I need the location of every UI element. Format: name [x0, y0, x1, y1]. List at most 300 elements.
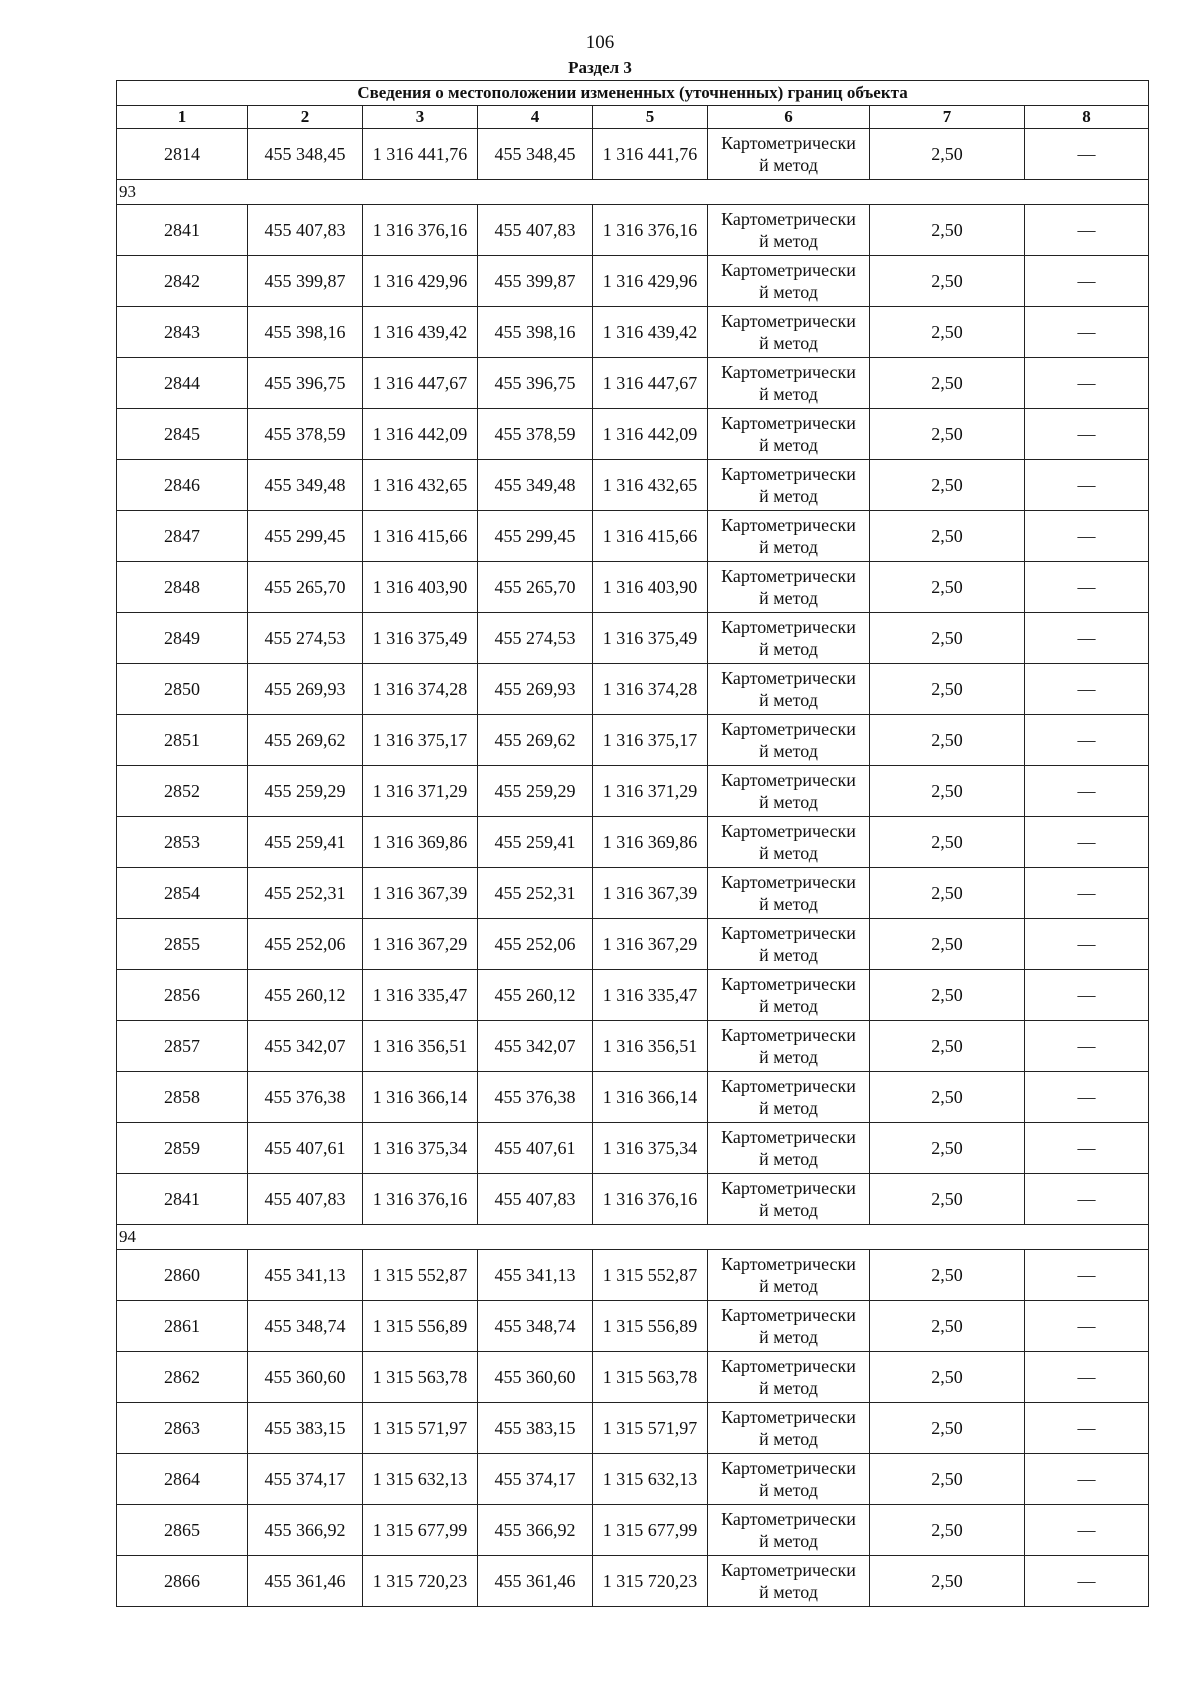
method-line-1: Картометрически — [721, 1076, 856, 1096]
table-row — [117, 613, 1149, 664]
y-new-cell: 1 316 371,29 — [593, 766, 708, 817]
table-row — [117, 715, 1149, 766]
method-line-1: Картометрически — [721, 923, 856, 943]
section-title: Раздел 3 — [568, 58, 632, 77]
description-cell: — — [1025, 613, 1149, 664]
method-cell — [708, 256, 870, 307]
y-existing-cell: 1 316 447,67 — [363, 358, 478, 409]
y-existing-cell: 1 316 367,29 — [363, 919, 478, 970]
accuracy-cell: 2,50 — [870, 256, 1025, 307]
description-cell: — — [1025, 562, 1149, 613]
y-existing-cell: 1 316 369,86 — [363, 817, 478, 868]
x-existing-cell: 455 252,06 — [248, 919, 363, 970]
x-new-cell: 455 348,45 — [478, 129, 593, 180]
x-new-cell: 455 399,87 — [478, 256, 593, 307]
y-existing-cell: 1 316 371,29 — [363, 766, 478, 817]
point-number-cell: 2862 — [117, 1352, 248, 1403]
column-number-row — [117, 106, 1149, 129]
table-row — [117, 358, 1149, 409]
x-existing-cell: 455 398,16 — [248, 307, 363, 358]
accuracy-cell: 2,50 — [870, 613, 1025, 664]
method-cell — [708, 129, 870, 180]
x-existing-cell: 455 374,17 — [248, 1454, 363, 1505]
table-body — [117, 129, 1149, 1607]
method-line-2: й метод — [759, 1480, 818, 1500]
x-existing-cell: 455 299,45 — [248, 511, 363, 562]
x-existing-cell: 455 383,15 — [248, 1403, 363, 1454]
accuracy-cell: 2,50 — [870, 817, 1025, 868]
method-line-1: Картометрически — [721, 1560, 856, 1580]
accuracy-cell: 2,50 — [870, 1174, 1025, 1225]
y-new-cell: 1 316 447,67 — [593, 358, 708, 409]
method-line-1: Картометрически — [721, 1305, 856, 1325]
x-existing-cell: 455 348,74 — [248, 1301, 363, 1352]
x-existing-cell: 455 259,41 — [248, 817, 363, 868]
method-line-2: й метод — [759, 996, 818, 1016]
accuracy-cell: 2,50 — [870, 1072, 1025, 1123]
point-number-cell: 2858 — [117, 1072, 248, 1123]
y-new-cell: 1 316 374,28 — [593, 664, 708, 715]
y-new-cell: 1 316 367,29 — [593, 919, 708, 970]
description-cell: — — [1025, 1250, 1149, 1301]
method-cell — [708, 613, 870, 664]
method-line-1: Картометрически — [721, 464, 856, 484]
accuracy-cell: 2,50 — [870, 970, 1025, 1021]
method-line-2: й метод — [759, 639, 818, 659]
table-row — [117, 205, 1149, 256]
column-number: 6 — [708, 106, 870, 129]
point-number-cell: 2846 — [117, 460, 248, 511]
method-line-1: Картометрически — [721, 1254, 856, 1274]
y-new-cell: 1 315 552,87 — [593, 1250, 708, 1301]
y-new-cell: 1 316 439,42 — [593, 307, 708, 358]
accuracy-cell: 2,50 — [870, 205, 1025, 256]
method-line-2: й метод — [759, 1149, 818, 1169]
y-new-cell: 1 315 720,23 — [593, 1556, 708, 1607]
method-line-2: й метод — [759, 894, 818, 914]
y-existing-cell: 1 315 563,78 — [363, 1352, 478, 1403]
point-number-cell: 2854 — [117, 868, 248, 919]
y-existing-cell: 1 315 571,97 — [363, 1403, 478, 1454]
y-existing-cell: 1 316 415,66 — [363, 511, 478, 562]
x-existing-cell: 455 348,45 — [248, 129, 363, 180]
x-existing-cell: 455 265,70 — [248, 562, 363, 613]
y-existing-cell: 1 316 376,16 — [363, 1174, 478, 1225]
y-new-cell: 1 316 415,66 — [593, 511, 708, 562]
description-cell: — — [1025, 129, 1149, 180]
description-cell: — — [1025, 868, 1149, 919]
x-new-cell: 455 407,61 — [478, 1123, 593, 1174]
description-cell: — — [1025, 1352, 1149, 1403]
x-new-cell: 455 260,12 — [478, 970, 593, 1021]
column-number: 2 — [248, 106, 363, 129]
method-line-2: й метод — [759, 792, 818, 812]
x-new-cell: 455 252,06 — [478, 919, 593, 970]
accuracy-cell: 2,50 — [870, 664, 1025, 715]
method-line-1: Картометрически — [721, 209, 856, 229]
x-new-cell: 455 378,59 — [478, 409, 593, 460]
x-existing-cell: 455 259,29 — [248, 766, 363, 817]
description-cell: — — [1025, 715, 1149, 766]
x-existing-cell: 455 407,61 — [248, 1123, 363, 1174]
method-line-2: й метод — [759, 1200, 818, 1220]
method-line-1: Картометрически — [721, 821, 856, 841]
y-existing-cell: 1 316 375,49 — [363, 613, 478, 664]
method-cell — [708, 1301, 870, 1352]
method-cell — [708, 817, 870, 868]
x-new-cell: 455 265,70 — [478, 562, 593, 613]
x-existing-cell: 455 396,75 — [248, 358, 363, 409]
description-cell: — — [1025, 664, 1149, 715]
method-cell — [708, 409, 870, 460]
method-line-2: й метод — [759, 1582, 818, 1602]
method-line-1: Картометрически — [721, 515, 856, 535]
description-cell: — — [1025, 766, 1149, 817]
point-number-cell: 2848 — [117, 562, 248, 613]
method-cell — [708, 205, 870, 256]
method-cell — [708, 460, 870, 511]
method-line-2: й метод — [759, 1531, 818, 1551]
method-line-2: й метод — [759, 1429, 818, 1449]
accuracy-cell: 2,50 — [870, 919, 1025, 970]
x-new-cell: 455 342,07 — [478, 1021, 593, 1072]
point-number-cell: 2855 — [117, 919, 248, 970]
method-cell — [708, 562, 870, 613]
method-cell — [708, 664, 870, 715]
method-line-1: Картометрически — [721, 133, 856, 153]
point-number-cell: 2857 — [117, 1021, 248, 1072]
y-new-cell: 1 316 441,76 — [593, 129, 708, 180]
y-new-cell: 1 316 356,51 — [593, 1021, 708, 1072]
description-cell: — — [1025, 1174, 1149, 1225]
table-row — [117, 307, 1149, 358]
accuracy-cell: 2,50 — [870, 1123, 1025, 1174]
x-existing-cell: 455 407,83 — [248, 205, 363, 256]
x-existing-cell: 455 260,12 — [248, 970, 363, 1021]
method-line-1: Картометрически — [721, 1178, 856, 1198]
x-existing-cell: 455 269,62 — [248, 715, 363, 766]
point-number-cell: 2841 — [117, 1174, 248, 1225]
x-new-cell: 455 398,16 — [478, 307, 593, 358]
method-line-1: Картометрически — [721, 413, 856, 433]
description-cell: — — [1025, 1454, 1149, 1505]
method-cell — [708, 1072, 870, 1123]
x-existing-cell: 455 360,60 — [248, 1352, 363, 1403]
accuracy-cell: 2,50 — [870, 868, 1025, 919]
point-number-cell: 2856 — [117, 970, 248, 1021]
y-existing-cell: 1 315 720,23 — [363, 1556, 478, 1607]
y-existing-cell: 1 315 552,87 — [363, 1250, 478, 1301]
x-new-cell: 455 269,93 — [478, 664, 593, 715]
method-cell — [708, 511, 870, 562]
method-cell — [708, 1021, 870, 1072]
method-line-2: й метод — [759, 741, 818, 761]
description-cell: — — [1025, 919, 1149, 970]
description-cell: — — [1025, 1123, 1149, 1174]
y-existing-cell: 1 315 632,13 — [363, 1454, 478, 1505]
method-cell — [708, 919, 870, 970]
method-cell — [708, 868, 870, 919]
y-new-cell: 1 316 375,17 — [593, 715, 708, 766]
method-cell — [708, 1250, 870, 1301]
table-row — [117, 409, 1149, 460]
group-label: 93 — [117, 180, 1149, 205]
group-row — [117, 180, 1149, 205]
column-number: 4 — [478, 106, 593, 129]
group-label: 94 — [117, 1225, 1149, 1250]
table-row — [117, 562, 1149, 613]
method-cell — [708, 1454, 870, 1505]
y-existing-cell: 1 316 374,28 — [363, 664, 478, 715]
column-number: 3 — [363, 106, 478, 129]
x-new-cell: 455 259,29 — [478, 766, 593, 817]
description-cell: — — [1025, 256, 1149, 307]
accuracy-cell: 2,50 — [870, 129, 1025, 180]
accuracy-cell: 2,50 — [870, 358, 1025, 409]
point-number-cell: 2866 — [117, 1556, 248, 1607]
accuracy-cell: 2,50 — [870, 511, 1025, 562]
description-cell: — — [1025, 358, 1149, 409]
table-row — [117, 766, 1149, 817]
y-new-cell: 1 315 563,78 — [593, 1352, 708, 1403]
table-row — [117, 1352, 1149, 1403]
x-existing-cell: 455 366,92 — [248, 1505, 363, 1556]
y-existing-cell: 1 316 356,51 — [363, 1021, 478, 1072]
accuracy-cell: 2,50 — [870, 1454, 1025, 1505]
method-line-1: Картометрически — [721, 260, 856, 280]
point-number-cell: 2863 — [117, 1403, 248, 1454]
accuracy-cell: 2,50 — [870, 1250, 1025, 1301]
y-existing-cell: 1 316 367,39 — [363, 868, 478, 919]
x-new-cell: 455 349,48 — [478, 460, 593, 511]
method-line-1: Картометрически — [721, 872, 856, 892]
x-new-cell: 455 366,92 — [478, 1505, 593, 1556]
y-existing-cell: 1 316 335,47 — [363, 970, 478, 1021]
y-existing-cell: 1 316 375,17 — [363, 715, 478, 766]
method-line-2: й метод — [759, 384, 818, 404]
accuracy-cell: 2,50 — [870, 1301, 1025, 1352]
method-line-1: Картометрически — [721, 311, 856, 331]
y-existing-cell: 1 316 439,42 — [363, 307, 478, 358]
x-existing-cell: 455 378,59 — [248, 409, 363, 460]
y-existing-cell: 1 316 375,34 — [363, 1123, 478, 1174]
x-new-cell: 455 341,13 — [478, 1250, 593, 1301]
description-cell: — — [1025, 511, 1149, 562]
y-existing-cell: 1 315 677,99 — [363, 1505, 478, 1556]
description-cell: — — [1025, 205, 1149, 256]
table-row — [117, 1174, 1149, 1225]
x-existing-cell: 455 349,48 — [248, 460, 363, 511]
table-row — [117, 868, 1149, 919]
x-new-cell: 455 274,53 — [478, 613, 593, 664]
method-cell — [708, 1174, 870, 1225]
method-cell — [708, 1505, 870, 1556]
y-existing-cell: 1 316 441,76 — [363, 129, 478, 180]
method-line-1: Картометрически — [721, 974, 856, 994]
y-new-cell: 1 315 556,89 — [593, 1301, 708, 1352]
table-row — [117, 1301, 1149, 1352]
method-line-2: й метод — [759, 1276, 818, 1296]
point-number-cell: 2850 — [117, 664, 248, 715]
y-existing-cell: 1 316 403,90 — [363, 562, 478, 613]
method-line-2: й метод — [759, 690, 818, 710]
description-cell: — — [1025, 1301, 1149, 1352]
table-row — [117, 1454, 1149, 1505]
y-new-cell: 1 315 571,97 — [593, 1403, 708, 1454]
x-new-cell: 455 348,74 — [478, 1301, 593, 1352]
x-new-cell: 455 376,38 — [478, 1072, 593, 1123]
point-number-cell: 2841 — [117, 205, 248, 256]
method-cell — [708, 1123, 870, 1174]
y-existing-cell: 1 316 376,16 — [363, 205, 478, 256]
table-row — [117, 1556, 1149, 1607]
y-new-cell: 1 316 376,16 — [593, 205, 708, 256]
method-line-1: Картометрически — [721, 1407, 856, 1427]
method-cell — [708, 1403, 870, 1454]
x-new-cell: 455 374,17 — [478, 1454, 593, 1505]
table-row — [117, 511, 1149, 562]
point-number-cell: 2814 — [117, 129, 248, 180]
table-row — [117, 1123, 1149, 1174]
method-cell — [708, 1556, 870, 1607]
y-new-cell: 1 316 432,65 — [593, 460, 708, 511]
accuracy-cell: 2,50 — [870, 1352, 1025, 1403]
point-number-cell: 2853 — [117, 817, 248, 868]
point-number-cell: 2851 — [117, 715, 248, 766]
method-cell — [708, 766, 870, 817]
point-number-cell: 2861 — [117, 1301, 248, 1352]
method-line-2: й метод — [759, 588, 818, 608]
y-new-cell: 1 316 335,47 — [593, 970, 708, 1021]
accuracy-cell: 2,50 — [870, 460, 1025, 511]
method-cell — [708, 307, 870, 358]
y-existing-cell: 1 316 366,14 — [363, 1072, 478, 1123]
point-number-cell: 2842 — [117, 256, 248, 307]
column-number: 8 — [1025, 106, 1149, 129]
method-line-2: й метод — [759, 155, 818, 175]
table-caption: Сведения о местоположении измененных (уточненных) границ объекта — [117, 81, 1149, 106]
method-cell — [708, 970, 870, 1021]
accuracy-cell: 2,50 — [870, 1505, 1025, 1556]
point-number-cell: 2849 — [117, 613, 248, 664]
method-line-1: Картометрически — [721, 617, 856, 637]
y-new-cell: 1 316 403,90 — [593, 562, 708, 613]
description-cell: — — [1025, 1021, 1149, 1072]
column-number: 7 — [870, 106, 1025, 129]
table-row — [117, 919, 1149, 970]
y-new-cell: 1 315 632,13 — [593, 1454, 708, 1505]
table-row — [117, 256, 1149, 307]
x-new-cell: 455 361,46 — [478, 1556, 593, 1607]
method-line-1: Картометрически — [721, 1356, 856, 1376]
method-line-1: Картометрически — [721, 719, 856, 739]
method-line-2: й метод — [759, 1327, 818, 1347]
method-line-2: й метод — [759, 1098, 818, 1118]
accuracy-cell: 2,50 — [870, 766, 1025, 817]
description-cell: — — [1025, 1505, 1149, 1556]
x-new-cell: 455 396,75 — [478, 358, 593, 409]
method-line-2: й метод — [759, 1047, 818, 1067]
table-row — [117, 1250, 1149, 1301]
y-new-cell: 1 316 375,34 — [593, 1123, 708, 1174]
table-row — [117, 664, 1149, 715]
accuracy-cell: 2,50 — [870, 307, 1025, 358]
description-cell: — — [1025, 409, 1149, 460]
y-new-cell: 1 316 369,86 — [593, 817, 708, 868]
method-cell — [708, 1352, 870, 1403]
point-number-cell: 2864 — [117, 1454, 248, 1505]
y-new-cell: 1 316 367,39 — [593, 868, 708, 919]
point-number-cell: 2847 — [117, 511, 248, 562]
x-existing-cell: 455 274,53 — [248, 613, 363, 664]
y-new-cell: 1 316 375,49 — [593, 613, 708, 664]
y-new-cell: 1 316 442,09 — [593, 409, 708, 460]
x-new-cell: 455 407,83 — [478, 1174, 593, 1225]
x-existing-cell: 455 376,38 — [248, 1072, 363, 1123]
y-new-cell: 1 316 376,16 — [593, 1174, 708, 1225]
table-row — [117, 1072, 1149, 1123]
column-number: 5 — [593, 106, 708, 129]
column-number: 1 — [117, 106, 248, 129]
table-row — [117, 1021, 1149, 1072]
x-existing-cell: 455 341,13 — [248, 1250, 363, 1301]
method-line-2: й метод — [759, 843, 818, 863]
method-line-2: й метод — [759, 435, 818, 455]
x-new-cell: 455 259,41 — [478, 817, 593, 868]
point-number-cell: 2865 — [117, 1505, 248, 1556]
page-number: 106 — [585, 32, 615, 53]
table-row — [117, 970, 1149, 1021]
method-line-2: й метод — [759, 282, 818, 302]
table-row — [117, 1505, 1149, 1556]
accuracy-cell: 2,50 — [870, 1556, 1025, 1607]
table-row — [117, 817, 1149, 868]
description-cell: — — [1025, 460, 1149, 511]
method-line-2: й метод — [759, 537, 818, 557]
y-new-cell: 1 316 429,96 — [593, 256, 708, 307]
method-line-1: Картометрически — [721, 1458, 856, 1478]
x-existing-cell: 455 399,87 — [248, 256, 363, 307]
x-existing-cell: 455 252,31 — [248, 868, 363, 919]
method-line-2: й метод — [759, 333, 818, 353]
method-line-1: Картометрически — [721, 566, 856, 586]
y-existing-cell: 1 316 442,09 — [363, 409, 478, 460]
accuracy-cell: 2,50 — [870, 1021, 1025, 1072]
x-new-cell: 455 269,62 — [478, 715, 593, 766]
x-new-cell: 455 360,60 — [478, 1352, 593, 1403]
y-existing-cell: 1 316 432,65 — [363, 460, 478, 511]
y-existing-cell: 1 315 556,89 — [363, 1301, 478, 1352]
x-new-cell: 455 299,45 — [478, 511, 593, 562]
y-existing-cell: 1 316 429,96 — [363, 256, 478, 307]
point-number-cell: 2844 — [117, 358, 248, 409]
accuracy-cell: 2,50 — [870, 715, 1025, 766]
accuracy-cell: 2,50 — [870, 1403, 1025, 1454]
x-existing-cell: 455 361,46 — [248, 1556, 363, 1607]
description-cell: — — [1025, 817, 1149, 868]
method-line-1: Картометрически — [721, 1127, 856, 1147]
point-number-cell: 2843 — [117, 307, 248, 358]
point-number-cell: 2859 — [117, 1123, 248, 1174]
table-row — [117, 1403, 1149, 1454]
method-line-1: Картометрически — [721, 668, 856, 688]
table-row — [117, 460, 1149, 511]
point-number-cell: 2852 — [117, 766, 248, 817]
method-cell — [708, 715, 870, 766]
method-line-2: й метод — [759, 945, 818, 965]
table-row — [117, 129, 1149, 180]
description-cell: — — [1025, 307, 1149, 358]
